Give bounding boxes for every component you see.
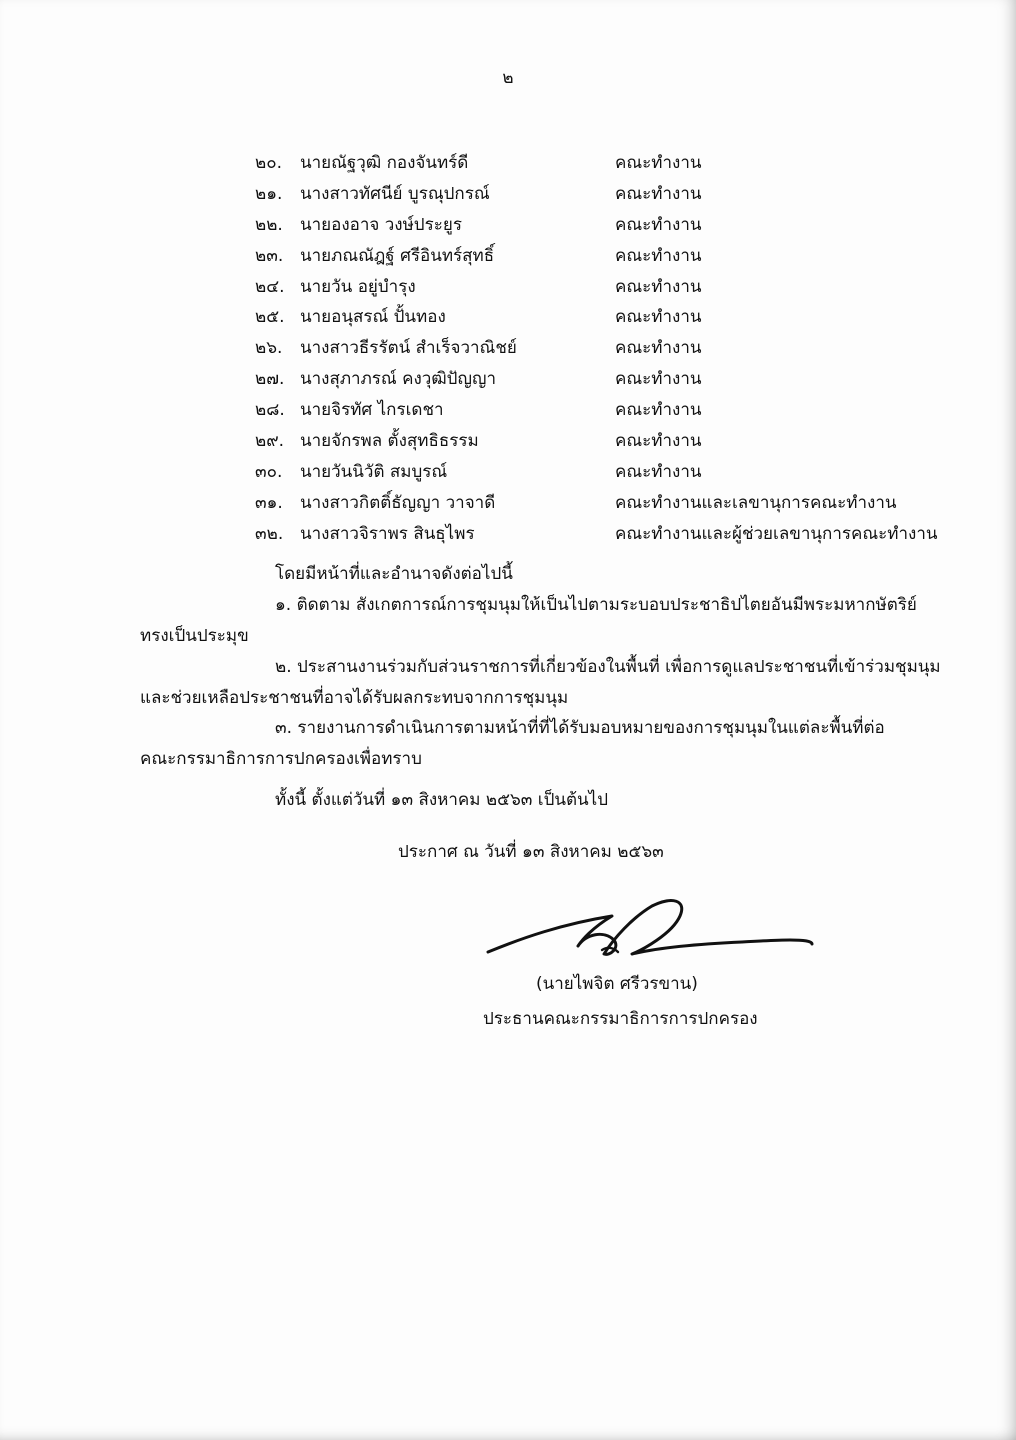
member-row bbox=[255, 272, 975, 303]
member-number: ๒๒. bbox=[255, 214, 283, 235]
member-row bbox=[255, 426, 975, 457]
member-number: ๒๖. bbox=[255, 338, 283, 359]
member-row bbox=[255, 488, 975, 519]
member-number: ๒๘. bbox=[255, 400, 285, 421]
member-name: นางสาวจิราพร สินธุไพร bbox=[300, 523, 475, 544]
duty-item bbox=[140, 652, 941, 714]
member-number: ๓๐. bbox=[255, 461, 283, 482]
member-name: นายวันนิวัติ สมบูรณ์ bbox=[300, 461, 448, 482]
page-number: ๒ bbox=[502, 68, 514, 88]
member-role: คณะทำงาน bbox=[615, 400, 702, 421]
signer-name: (นายไพจิต ศรีวรขาน) bbox=[536, 974, 698, 994]
duty-text-cont: ทรงเป็นประมุข bbox=[140, 626, 249, 646]
duty-text-cont: และช่วยเหลือประชาชนที่อาจได้รับผลกระทบจากการชุมนุม bbox=[140, 688, 569, 708]
signer-title: ประธานคณะกรรมาธิการการปกครอง bbox=[483, 1009, 758, 1029]
member-row bbox=[255, 210, 975, 241]
member-role: คณะทำงานและผู้ช่วยเลขานุการคณะทำงาน bbox=[615, 523, 938, 544]
member-role: คณะทำงาน bbox=[615, 461, 702, 482]
member-row bbox=[255, 179, 975, 210]
member-role: คณะทำงาน bbox=[615, 153, 702, 173]
member-number: ๒๐. bbox=[255, 153, 282, 173]
member-number: ๒๙. bbox=[255, 431, 285, 452]
member-name: นายจิรทัศ ไกรเดชา bbox=[300, 400, 444, 421]
member-name: นายวัน อยู่บำรุง bbox=[300, 276, 416, 297]
member-role: คณะทำงานและเลขานุการคณะทำงาน bbox=[615, 492, 897, 513]
member-row bbox=[255, 241, 975, 272]
member-name: นางสาวธีรรัตน์ สำเร็จวาณิชย์ bbox=[300, 338, 517, 359]
member-name: นายณัฐวุฒิ กองจันทร์ดี bbox=[300, 153, 469, 173]
signature-image bbox=[482, 888, 822, 968]
member-row bbox=[255, 333, 975, 364]
member-name: นายองอาจ วงษ์ประยูร bbox=[300, 214, 462, 235]
member-name: นายจักรพล ตั้งสุทธิธรรม bbox=[300, 431, 479, 452]
member-row bbox=[255, 457, 975, 488]
member-role: คณะทำงาน bbox=[615, 338, 702, 359]
duty-item bbox=[140, 713, 935, 775]
member-name: นางสาวทัศนีย์ บูรณุปกรณ์ bbox=[300, 183, 490, 204]
member-number: ๓๒. bbox=[255, 523, 284, 544]
duty-text: ๓. รายงานการดำเนินการตามหน้าที่ที่ได้รับมอบหมายของการชุมนุมในแต่ละพื้นที่ต่อ bbox=[275, 718, 885, 738]
member-role: คณะทำงาน bbox=[615, 214, 702, 235]
member-name: นางสาวกิตติ์ธัญญา วาจาดี bbox=[300, 492, 496, 513]
duties-intro: โดยมีหน้าที่และอำนาจดังต่อไปนี้ bbox=[275, 564, 513, 584]
member-number: ๒๕. bbox=[255, 307, 285, 328]
member-number: ๓๑. bbox=[255, 492, 283, 513]
member-row bbox=[255, 148, 975, 179]
member-role: คณะทำงาน bbox=[615, 245, 702, 266]
member-role: คณะทำงาน bbox=[615, 431, 702, 452]
member-role: คณะทำงาน bbox=[615, 183, 702, 204]
member-number: ๒๔. bbox=[255, 276, 285, 297]
member-row bbox=[255, 302, 975, 333]
member-name: นางสุภาภรณ์ คงวุฒิปัญญา bbox=[300, 369, 496, 390]
member-list bbox=[255, 148, 975, 550]
duty-text: ๒. ประสานงานร่วมกับส่วนราชการที่เกี่ยวข้องในพื้นที่ เพื่อการดูแลประชาชนที่เข้าร่วมชุมนุม bbox=[275, 657, 941, 677]
member-row bbox=[255, 395, 975, 426]
member-role: คณะทำงาน bbox=[615, 307, 702, 328]
duty-text-cont: คณะกรรมาธิการการปกครองเพื่อทราบ bbox=[140, 749, 422, 769]
announcement-date: ประกาศ ณ วันที่ ๑๓ สิงหาคม ๒๕๖๓ bbox=[398, 842, 664, 862]
member-name: นายอนุสรณ์ ปั้นทอง bbox=[300, 307, 446, 328]
member-role: คณะทำงาน bbox=[615, 369, 702, 390]
effective-date: ทั้งนี้ ตั้งแต่วันที่ ๑๓ สิงหาคม ๒๕๖๓ เป็นต้นไป bbox=[275, 790, 608, 810]
member-row bbox=[255, 364, 975, 395]
member-row bbox=[255, 519, 975, 550]
member-number: ๒๗. bbox=[255, 369, 285, 390]
duty-item bbox=[140, 590, 935, 652]
member-number: ๒๓. bbox=[255, 245, 284, 266]
duty-text: ๑. ติดตาม สังเกตการณ์การชุมนุมให้เป็นไปตามระบอบประชาธิปไตยอันมีพระมหากษัตริย์ bbox=[275, 595, 917, 615]
member-number: ๒๑. bbox=[255, 183, 283, 204]
member-role: คณะทำงาน bbox=[615, 276, 702, 297]
member-name: นายภณณัฎฐ์ ศรีอินทร์สุทธิ์ bbox=[300, 245, 495, 266]
